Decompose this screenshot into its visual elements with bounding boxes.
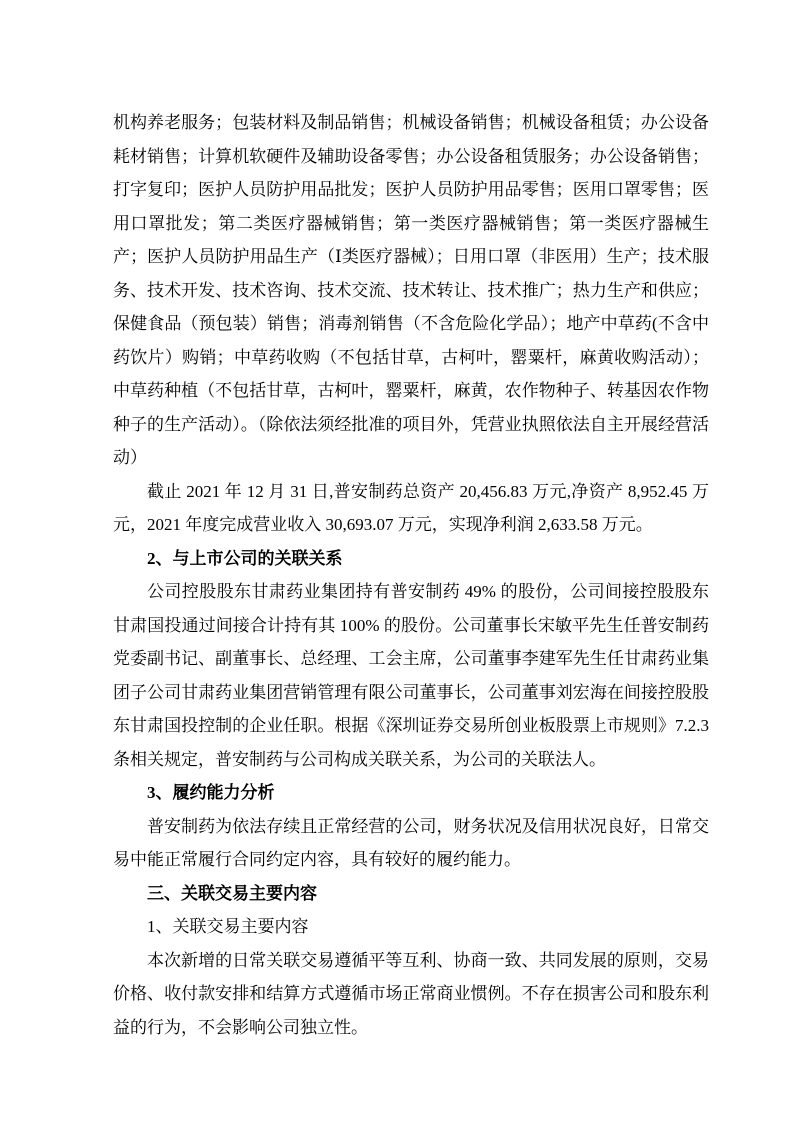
transaction-principles-paragraph: 本次新增的日常关联交易遵循平等互利、协商一致、共同发展的原则，交易价格、收付款安排和结算方式遵循市场正常商业惯例。不存在损害公司和股东利益的行为，不会影响公司独立性。 [113, 950, 709, 1037]
performance-ability-paragraph: 普安制药为依法存续且正常经营的公司，财务状况及信用状况良好，日常交易中能正常履行合同约定内容，具有较好的履约能力。 [113, 816, 709, 869]
relationship-paragraph: 公司控股股东甘肃药业集团持有普安制药 49% 的股份，公司间接控股股东甘肃国投通过间接合计持有其 100% 的股份。公司董事长宋敏平先生任普安制药党委副书记、副董事长、总经理、工会主席，公司董事李建军先生任甘肃药业集团子公司甘肃药业集团营销管理有限公司董事长，公司董事刘宏海在间接控股股东甘肃国投控制的企业任职。根据《深圳证券交易所创业板股票上市规则》7.2.3 条相关规定，普安制药与公司构成关联关系，为公司的关联法人。 [113, 582, 709, 769]
heading-transaction-content: 三、关联交易主要内容 [147, 883, 317, 903]
business-scope-paragraph: 机构养老服务；包装材料及制品销售；机械设备销售；机械设备租赁；办公设备耗材销售；计算机软硬件及辅助设备零售；办公设备租赁服务；办公设备销售；打字复印；医护人员防护用品批发；医护人员防护用品零售；医用口罩零售；医用口罩批发；第二类医疗器械销售；第一类医疗器械销售；第一类医疗器械生产；医护人员防护用品生产（Ⅰ类医疗器械）；日用口罩（非医用）生产；技术服务、技术开发、技术咨询、技术交流、技术转让、技术推广；热力生产和供应；保健食品（预包装）销售；消毒剂销售（不含危险化学品）；地产中草药(不含中药饮片）购销；中草药收购（不包括甘草，古柯叶，罂粟杆，麻黄收购活动）；中草药种植（不包括甘草，古柯叶，罂粟杆，麻黄，农作物种子、转基因农作物种子的生产活动）。（除依法须经批准的项目外，凭营业执照依法自主开展经营活动） [113, 113, 709, 467]
document-body [113, 106, 709, 1044]
heading-relationship: 2、与上市公司的关联关系 [147, 548, 343, 568]
heading-performance-ability: 3、履约能力分析 [147, 783, 275, 802]
subheading-transaction-content: 1、关联交易主要内容 [147, 917, 309, 936]
financials-paragraph: 截止 2021 年 12 月 31 日,普安制药总资产 20,456.83 万元,净资产 8,952.45 万元，2021 年度完成营业收入 30,693.07 万元，实现净利润 2,633.58 万元。 [113, 481, 709, 534]
